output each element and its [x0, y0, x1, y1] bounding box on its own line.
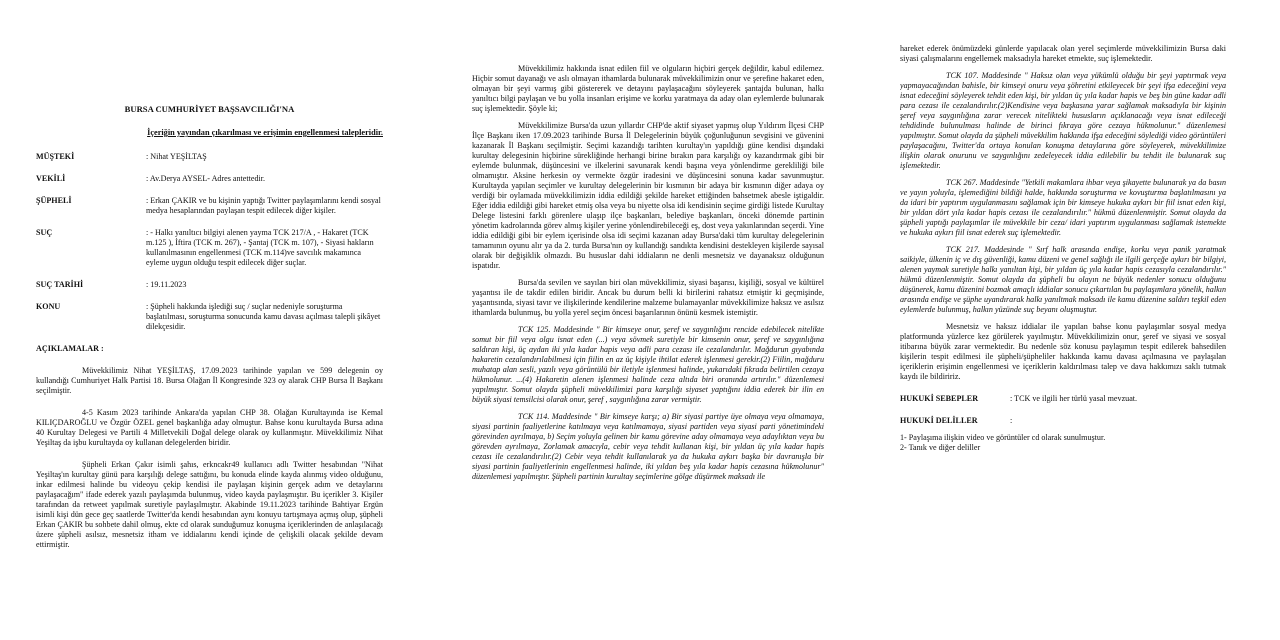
- column-1: [36, 0, 383, 640]
- legal-reasons-value: : TCK ve ilgili her türlü yasal mevzuat.: [1010, 394, 1138, 403]
- evidence-label: HUKUKİ DELİLLER: [900, 416, 978, 425]
- document-header: BURSA CUMHURİYET BAŞSAVCILIĞI'NA: [124, 104, 295, 114]
- column-2: [472, 0, 824, 640]
- field-value: : Şüpheli hakkında işlediği suç / suçlar nedeniyle soruşturma başlatılması, soruşturma sonucunda kamu davası açılması talepli şikâyet dilekçesidir.: [146, 302, 381, 331]
- column-3: [900, 0, 1226, 640]
- field-label: VEKİLİ: [36, 174, 66, 183]
- paragraph-tck-217: TCK 217. Maddesinde " Sırf halk arasında endişe, korku veya panik yaratmak saikiyle, ülkenin iç ve dış güvenliği, kamu düzeni ve genel sağlığı ile ilgili gerçeğe aykırı bir bilgiyi, alenen yaymak suretiyle halkı yanıltan kişi, bir yıldan üç yıla kadar hapis cezasıyla cezalandırılır." hükmü düzenlenmiştir. Somut olayda da şüpheli bu olayın ne büyük nedenler sonucu olduğunu düşünerek, kamu düzenini bozmak amaçlı iddialar sonucu çıkartılan bu paylaşımlara yönelik, halkın arasında endişe ve şüphe uyandırarak halkı yanıltmak maksadı ile kamu düzenine saldırı teşkil eden eylemlerde bulunmuş, halkın yüzünde suç beyanı oluşmuştur.: [900, 245, 1226, 314]
- list-item: 2- Tanık ve diğer deliller: [900, 443, 981, 452]
- paragraph-tck-267: TCK 267. Maddesinde "Yetkili makamlara ihbar veya şikayette bulunarak ya da basın ve yayın yoluyla, işlemediğini bildiği halde, hakkında soruşturma ve kovuşturma başlatılmasını ya da idari bir yaptırım uygulanmasını sağlamak için bir kimseye hukuka aykırı bir fiil isnat eden kişi, bir yıldan dört yıla kadar hapis cezası ile cezalandırılır." hükmü düzenlenmiştir. Somut olayda da şüpheli yaptığı paylaşımlar ile müvekkile bir ceza/ idari yaptırım uygulanması sağlamak istemekte ve hukuka aykırı fiil isnat ederek suç işlemektedir.: [900, 178, 1226, 237]
- paragraph: hareket ederek önümüzdeki günlerde yapılacak olan yerel seçimlerde müvekkilimizin Bursa daki siyasi çalışmalarını engellemek maksadıyla hareket etmekte, suç işlemektedir.: [900, 44, 1226, 63]
- field-value: : Nihat YEŞİLTAŞ: [146, 152, 207, 161]
- field-label: KONU: [36, 302, 61, 311]
- legal-reasons-label: HUKUKİ SEBEPLER: [900, 394, 979, 403]
- paragraph: Bursa'da sevilen ve sayılan biri olan müvekkilimiz, siyasi başarısı, kişiliği, sosyal ve kültürel yaşantısı ile de takdir edilen biridir. Ancak bu durum belli ki birilerini rahatsız etmiştir ki geçmişinde, yaşantısında, siyasi tavır ve ilişkilerinde kendilerine malzeme bulamayanlar müvekkilimize haksız ve asılsız ithamlarda bulunmuş, bu yolla yerel seçim öncesi başarılarının önünü kesmek istemiştir.: [472, 278, 824, 317]
- evidence-value: :: [1010, 416, 1013, 425]
- paragraph-tck-125: TCK 125. Maddesinde " Bir kimseye onur, şeref ve saygınlığını rencide edebilecek nitelikte somut bir fiil veya olgu isnat eden (...) veya sövmek suretiyle bir kimsenin onur, şeref ve saygınlığına saldıran kişi, üç aydan iki yıla kadar hapis veya adli para cezası ile cezalandırılır. Mağdurun gıyabında hakaretin cezalandırılabilmesi için fiilin en az üç kişiyle ihtilat ederek işlenmesi gerekir.(2) Fiilin, mağduru muhatap alan sesli, yazılı veya görüntülü bir iletiyle işlenmesi halinde, yukarıdaki fıkrada belirtilen cezaya hükmolunur. ...(4) Hakaretin alenen işlenmesi halinde ceza altıda biri oranında artırılır." düzenlemesi yapılmıştır. Somut olayda şüpheli müvekkilimizi para karşılığı siyaset yaptığını iddia ederek bir ilin en büyük siyasi temsilcisi olarak onur, şeref , saygınlığına zarar vermiştir.: [472, 325, 824, 404]
- field-label: MÜŞTEKİ: [36, 152, 75, 161]
- field-complainant: [36, 152, 383, 162]
- field-subject: [36, 302, 383, 332]
- field-value: : Erkan ÇAKIR ve bu kişinin yaptığı Twitter paylaşımlarını kendi sosyal medya hesaplarından paylaşan tespit edilecek diğer kişiler.: [146, 196, 381, 215]
- field-value: : - Halkı yanıltıcı bilgiyi alenen yayma TCK 217/A , - Hakaret (TCK m.125 ), İftira (TCK m. 267), - Şantaj (TCK m. 107), - Siyasi hakların kullanılmasının engellenmesi (TCK m.114)ve savcılık makamınca eyleme uygun olduğu tespit edilecek diğer suçlar.: [146, 228, 374, 267]
- paragraph: 4-5 Kasım 2023 tarihinde Ankara'da yapılan CHP 38. Olağan Kurultayında ise Kemal KILIÇDAROĞLU ve Özgür ÖZEL genel başkanlığa aday olmuştur. Bahse konu kurultayda Bursa adına 40 Kurultay Delegesi ve Partili 4 Milletvekili Doğal delege olarak oy kullanmıştır. Müvekkilimiz Nihat Yeşiltaş da işbu kurultayda oy kullanan delegelerden biridir.: [36, 408, 383, 447]
- legal-reasons: [900, 394, 1226, 404]
- explanations-heading: AÇIKLAMALAR :: [36, 344, 104, 353]
- field-suspect: [36, 196, 383, 216]
- paragraph: Müvekkilimiz Nihat YEŞİLTAŞ, 17.09.2023 tarihinde yapılan ve 599 delegenin oy kullandığı Cumhuriyet Halk Partisi 18. Bursa Olağan İl Kongresinde 323 oy alarak CHP Bursa İl Başkanı seçilmiştir.: [36, 366, 383, 395]
- paragraph-tck-107: TCK 107. Maddesinde " Haksız olan veya yükümlü olduğu bir şeyi yaptırmak veya yapmayacağından bahisle, bir kimseyi onuru veya şöhretini etkileyecek bir şeyi ifşa edeceğini veya isnat edeceğini söyleyerek tehdit eden kişi, bir yıldan üç yıla kadar hapis ve beş bin güne kadar adli para cezası ile cezalandırılır.(2)Kendisine veya başkasına yarar sağlamak maksadıyla bir kişinin şeref veya saygınlığına zarar verecek nitelikteki hususların açıklanacağı veya isnat edileceği tehdidinde bulunulması halinde de birinci fıkraya göre cezaya hükmolunur." düzenlemesi yapılmıştır. Somut olayda da şüpheli müvekkilim hakkında ifşa edeceğini söylediği video görüntüleri paylaşacağını, Twitter'da ortaya konulan konuşma detaylarına göre söyleyerek, müvekkilimize ilişkin olarak onurunu ve saygınlığını zedeleyecek iddia edilebilir bu tehdit ile bulunarak suç işlemektedir.: [900, 71, 1226, 170]
- field-crime: [36, 228, 383, 268]
- field-label: SUÇ TARİHİ: [36, 280, 84, 289]
- paragraph: Müvekkilimiz hakkında isnat edilen fiil ve olguların hiçbiri gerçek değildir, kabul edilemez. Hiçbir somut dayanağı ve aslı olmayan ithamlarda bulunarak müvekkilimizin onur ve şerefine hakaret eden, olmayan bir şeyi varmış gibi göstererek ve detayını paylaşacağını söyleyerek şantajda bulunan, halkı yanıltıcı bilgi paylaşan ve bu yolla insanları erişime ve korku yaratmaya da aday olan eylemlerde bulunarak suç işlemektedir. Şöyle ki;: [472, 64, 824, 113]
- evidence: [900, 416, 1226, 426]
- list-item: 1- Paylaşıma ilişkin video ve görüntüler cd olarak sunulmuştur.: [900, 433, 1106, 442]
- paragraph: Mesnetsiz ve haksız iddialar ile yapılan bahse konu paylaşımlar sosyal medya platformunda yüzlerce kez görülerek yayılmıştır. Müvekkilimizin onur, şeref ve siyasi ve sosyal itibarına büyük zarar vermektedir. Bu nedenle söz konusu paylaşımın tespit edilerek bahsedilen kişilerin tespit edilmesi ile şüpheli/şüpheliler hakkında kamu davası açılmasına ve paylaşılan içeriklerin erişimin engellenmesi ve içeriklerin kaldırılması talep ve dava hakkımızı saklı tutmak kaydı ile bildiririz.: [900, 322, 1226, 381]
- field-label: SUÇ: [36, 228, 53, 237]
- paragraph: Şüpheli Erkan Çakır isimli şahıs, erkncakr49 kullanıcı adlı Twitter hesabından "Nihat Yeşiltaş'ın kurultay günü para karşılığı delege sattığını, bu konuda elinde kayda alınmış video olduğunu, inkar edilmesi halinde bu videoyu çekip kendisi ile paylaşan kişinin gerçek adım ve detaylarını paylaşacağım" ifade ederek yazılı paylaşımda bulunmuş, video kayda paylaşmıştır. Bu içerikler 3. Kişiler tarafından da retweet yapılmak suretiyle paylaşılmıştır. Akabinde 19.11.2023 tarihinde Bahtiyar Ergün isimli kişi dün gece geç saatlerde Twitter'da kendi hesabından aynı konuyu tartışmaya açmış olup, şüpheli Erkan ÇAKIR bu sohbete dahil olmuş, ekte cd olarak sunduğumuz konuşma içeriklerinden de anlaşılacağı üzere şüpheli asılsız, mesnetsiz itham ve iddialarını kendi içinde de çelişkili olacak şekilde devam ettirmiştir.: [36, 460, 383, 549]
- field-value: : 19.11.2023: [146, 280, 187, 289]
- field-label: ŞÜPHELİ: [36, 196, 72, 205]
- field-value: : Av.Derya AYSEL- Adres antettedir.: [146, 174, 266, 183]
- paragraph: Müvekkilimize Bursa'da uzun yıllardır CHP'de aktif siyaset yapmış olup Yıldırım İlçesi CHP İlçe Başkanı iken 17.09.2023 tarihinde Bursa İl Delegelerinin büyük çoğunluğunun sevgisini ve güvenini kazanarak İl Başkanı seçilmiştir. Seçimi kazandığı tarihten kurultay'ın yapıldığı güne kendisi dışındaki kurultay delegesinin hiçbirine sürekliğinde herhangi birine bırakın para karşılığı oy kazandırmak gibi bir eylemde bulunmak, düşüncesini ve ilkelerini savunarak kendi başına veya yönlendirme gerekliliği bile olmamıştır. Aksine herkesin oy vermekte özgür iradesini ve düşüncesini sonuna kadar savunmuştur. Kurultayda yapılan seçimler ve kurultay delegelerinin bir kısmının bir adaya bir kısmının diğer adaya oy verdiği bir oylamada müvekkilimizin iddia edildiği şekilde hareket ettiğinden bahsetmek abesle iştigaldir. Eğer iddia edildiği gibi hareket etmiş olsa veya bu niyette olsa idi kendisinin seçime girdiği listede Kurultay Delege listesini farklı görenlere ulaşıp ilçe başkanları, belediye başkanları, önceki dönemde partinin yönetim kadrolarında görev almış kişiler yerine yönlendirebileceği eş, dost veya yakınlarından seçerdi. Yine iddia edildiği gibi bir eylem içerisinde olsa idi seçimi kazanan aday Bursa'daki tüm kurultay delegelerinin tamamının oyunu alır ya da 2. turda Bursa'nın oy kullandığı sandıkta kendisini destekleyen kişilerde sayısal olarak bir değişiklik olmazdı. Bu hususlar dahi iddiaların ne denli mesnetsiz ve dayanaksız olduğunun ispatıdır.: [472, 121, 824, 270]
- evidence-list: [900, 433, 1226, 453]
- paragraph-tck-114: TCK 114. Maddesinde " Bir kimseye karşı; a) Bir siyasi partiye üye olmaya veya olmamaya, siyasi partinin faaliyetlerine katılmaya veya katılmamaya, siyasi partiden veya siyasi parti yönetimindeki görevinden ayrılmaya, b) Seçim yoluyla gelinen bir kamu görevine aday olmamaya veya adaylıktan veya bu görevden ayrılmaya, Zorlamak amacıyla, cebir veya tehdit kullanan kişi, bir yıldan üç yıla kadar hapis cezası ile cezalandırılır.(2) Cebir veya tehdit kullanılarak ya da hukuka aykırı başka bir davranışla bir siyasi partinin faaliyetlerinin engellenmesi halinde, iki yıldan beş yıla kadar hapis cezasına hükmolunur" düzenlemesi yapılmıştır. Şüpheli partinin kurultay seçimlerine gölge düşürmek maksadı ile: [472, 412, 824, 481]
- field-crime-date: [36, 280, 383, 290]
- field-attorney: [36, 174, 383, 184]
- subject-line: İçeriğin yayından çıkarılması ve erişimin engellenmesi talepleridir.: [147, 128, 383, 137]
